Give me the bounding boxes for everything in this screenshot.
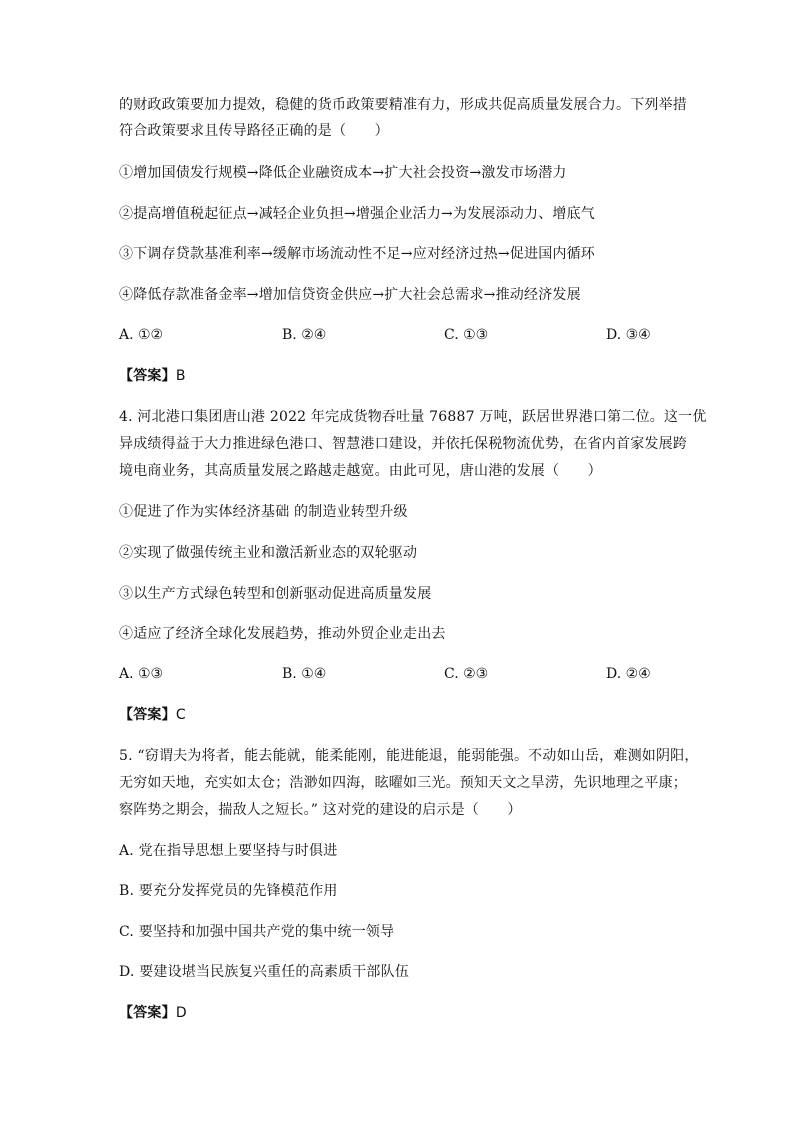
q5-stem-line-1: 5. “窃谓夫为将者，能去能就，能柔能刚，能进能退，能弱能强。不动如山岳，难测如阴阳，	[119, 748, 699, 764]
q5-option-b: B. 要充分发挥党员的先锋模范作用	[119, 883, 338, 899]
q3-answer	[119, 366, 689, 386]
answer-label: 【答案】	[119, 707, 176, 723]
q3-stem-line-1: 的财政政策要加力提效，稳健的货币政策要精准有力，形成共促高质量发展合力。下列举措	[119, 97, 687, 113]
q4-item-1: ①促进了作为实体经济基础 的制造业转型升级	[119, 504, 408, 520]
q4-options	[119, 664, 719, 684]
q4-stem-line-3: 境电商业务，其高质量发展之路越走越宽。由此可见，唐山港的发展（ ）	[119, 463, 602, 479]
q3-item-2: ②提高增值税起征点→减轻企业负担→增强企业活力→为发展添动力、增底气	[119, 206, 595, 222]
q3-options	[119, 325, 719, 345]
q5-option-a: A. 党在指导思想上要坚持与时俱进	[119, 843, 338, 859]
q3-stem-line-2: 符合政策要求且传导路径正确的是（ ）	[119, 123, 389, 139]
answer-label: 【答案】	[119, 1005, 176, 1021]
q3-option-d: D. ③④	[606, 327, 651, 343]
q4-option-b: B. ①④	[282, 666, 327, 682]
q3-option-b: B. ②④	[282, 327, 327, 343]
q4-option-c: C. ②③	[444, 666, 489, 682]
q4-item-2: ②实现了做强传统主业和激活新业态的双轮驱动	[119, 545, 418, 561]
q4-item-3: ③以生产方式绿色转型和创新驱动促进高质量发展	[119, 586, 432, 602]
q5-option-d: D. 要建设堪当民族复兴重任的高素质干部队伍	[119, 964, 410, 980]
q4-option-a: A. ①③	[119, 666, 164, 682]
q4-answer	[119, 705, 689, 725]
q4-option-d: D. ②④	[606, 666, 651, 682]
q3-item-4: ④降低存款准备金率→增加信贷资金供应→扩大社会总需求→推动经济发展	[119, 287, 581, 303]
q5-stem-line-2: 无穷如天地，充实如太仓；浩渺如四海，眩曜如三光。预知天文之旱涝，先识地理之平康；	[119, 775, 687, 791]
q3-item-1: ①增加国债发行规模→降低企业融资成本→扩大社会投资→激发市场潜力	[119, 165, 567, 181]
q5-answer	[119, 1003, 689, 1023]
q5-stem-line-3: 察阵势之期会，揣敌人之短长。” 这对党的建设的启示是（ ）	[119, 802, 522, 818]
q4-stem-line-2: 异成绩得益于大力推进绿色港口、智慧港口建设，并依托保税物流优势，在省内首家发展跨	[119, 436, 687, 452]
q5-option-c: C. 要坚持和加强中国共产党的集中统一领导	[119, 924, 395, 940]
answer-label: 【答案】	[119, 368, 176, 384]
q3-option-c: C. ①③	[444, 327, 489, 343]
answer-value: D	[175, 1005, 187, 1021]
answer-value: C	[175, 707, 186, 723]
q4-item-4: ④适应了经济全球化发展趋势，推动外贸企业走出去	[119, 626, 446, 642]
answer-value: B	[175, 368, 186, 384]
q3-item-3: ③下调存贷款基准利率→缓解市场流动性不足→应对经济过热→促进国内循环	[119, 246, 595, 262]
q3-option-a: A. ①②	[119, 327, 164, 343]
q4-stem-line-1: 4. 河北港口集团唐山港 2022 年完成货物吞吐量 76887 万吨，跃居世界港口第二位。这一优	[119, 409, 707, 425]
